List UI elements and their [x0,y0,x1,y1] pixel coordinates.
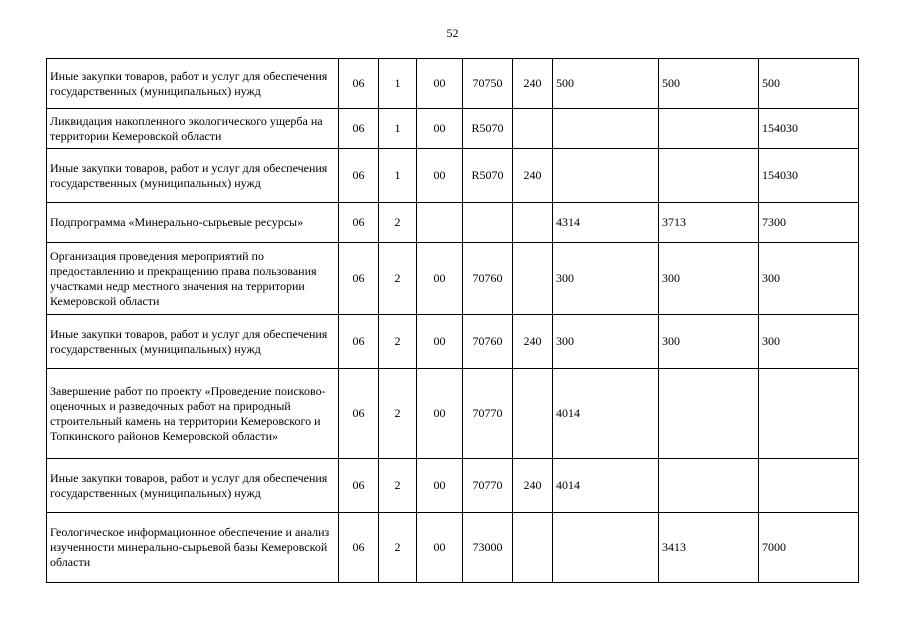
cell-amount-year-1: 500 [553,59,659,109]
cell-amount-year-3: 500 [759,59,859,109]
cell-subsection: 1 [379,59,417,109]
cell-description: Ликвидация накопленного экологического ущерба на территории Кемеровской области [47,109,339,149]
cell-amount-year-1 [553,109,659,149]
cell-description: Завершение работ по проекту «Проведение поисково-оценочных и разведочных работ на природный строительный камень на территории Кемеровского и Топкинского районов Кемеровской области» [47,369,339,459]
cell-amount-year-2 [659,109,759,149]
table-row [47,459,859,513]
cell-target-code: R5070 [463,109,513,149]
cell-subsection: 2 [379,369,417,459]
cell-amount-year-1 [553,513,659,583]
cell-expense-type [513,109,553,149]
cell-amount-year-2 [659,149,759,203]
cell-amount-year-2: 3413 [659,513,759,583]
cell-target-code: 73000 [463,513,513,583]
cell-program-code [417,203,463,243]
cell-amount-year-2: 300 [659,315,759,369]
cell-expense-type [513,243,553,315]
cell-section: 06 [339,149,379,203]
cell-program-code: 00 [417,59,463,109]
cell-amount-year-1: 300 [553,243,659,315]
cell-target-code: 70760 [463,315,513,369]
table-row [47,315,859,369]
cell-amount-year-3 [759,369,859,459]
cell-description: Организация проведения мероприятий по предоставлению и прекращению права пользования участками недр местного значения на территории Кемеровской области [47,243,339,315]
cell-amount-year-1: 300 [553,315,659,369]
cell-program-code: 00 [417,149,463,203]
cell-expense-type: 240 [513,459,553,513]
cell-expense-type: 240 [513,149,553,203]
cell-section: 06 [339,109,379,149]
table-row [47,513,859,583]
table-row [47,149,859,203]
cell-amount-year-3: 154030 [759,149,859,203]
cell-expense-type: 240 [513,315,553,369]
cell-program-code: 00 [417,459,463,513]
cell-target-code: 70770 [463,459,513,513]
cell-amount-year-3: 300 [759,315,859,369]
cell-program-code: 00 [417,513,463,583]
cell-amount-year-1 [553,149,659,203]
table-row [47,369,859,459]
cell-expense-type: 240 [513,59,553,109]
cell-amount-year-2 [659,369,759,459]
cell-target-code: 70750 [463,59,513,109]
cell-program-code: 00 [417,109,463,149]
cell-expense-type [513,369,553,459]
cell-amount-year-3: 300 [759,243,859,315]
cell-section: 06 [339,59,379,109]
cell-description: Иные закупки товаров, работ и услуг для обеспечения государственных (муниципальных) нужд [47,59,339,109]
cell-description: Геологическое информационное обеспечение и анализ изученности минерально-сырьевой базы Кемеровской области [47,513,339,583]
cell-subsection: 1 [379,149,417,203]
page-number: 52 [446,26,459,40]
cell-program-code: 00 [417,243,463,315]
cell-subsection: 2 [379,203,417,243]
cell-section: 06 [339,459,379,513]
budget-table [46,58,859,583]
table-body [47,59,859,583]
cell-expense-type [513,203,553,243]
cell-section: 06 [339,369,379,459]
cell-amount-year-2 [659,459,759,513]
cell-subsection: 1 [379,109,417,149]
cell-subsection: 2 [379,243,417,315]
table-row [47,59,859,109]
cell-amount-year-2: 3713 [659,203,759,243]
cell-amount-year-3: 154030 [759,109,859,149]
cell-subsection: 2 [379,315,417,369]
cell-amount-year-3: 7300 [759,203,859,243]
cell-amount-year-3: 7000 [759,513,859,583]
table-row [47,109,859,149]
cell-target-code: 70770 [463,369,513,459]
cell-program-code: 00 [417,315,463,369]
cell-subsection: 2 [379,513,417,583]
cell-amount-year-1: 4014 [553,459,659,513]
cell-section: 06 [339,243,379,315]
cell-program-code: 00 [417,369,463,459]
cell-description: Иные закупки товаров, работ и услуг для обеспечения государственных (муниципальных) нужд [47,315,339,369]
cell-amount-year-2: 500 [659,59,759,109]
cell-section: 06 [339,315,379,369]
cell-target-code: R5070 [463,149,513,203]
table-row [47,203,859,243]
cell-amount-year-1: 4314 [553,203,659,243]
cell-section: 06 [339,203,379,243]
cell-target-code [463,203,513,243]
table-row [47,243,859,315]
cell-amount-year-1: 4014 [553,369,659,459]
cell-description: Иные закупки товаров, работ и услуг для обеспечения государственных (муниципальных) нужд [47,459,339,513]
cell-amount-year-2: 300 [659,243,759,315]
cell-section: 06 [339,513,379,583]
cell-amount-year-3 [759,459,859,513]
cell-expense-type [513,513,553,583]
cell-subsection: 2 [379,459,417,513]
cell-description: Иные закупки товаров, работ и услуг для обеспечения государственных (муниципальных) нужд [47,149,339,203]
cell-target-code: 70760 [463,243,513,315]
cell-description: Подпрограмма «Минерально-сырьевые ресурсы» [47,203,339,243]
